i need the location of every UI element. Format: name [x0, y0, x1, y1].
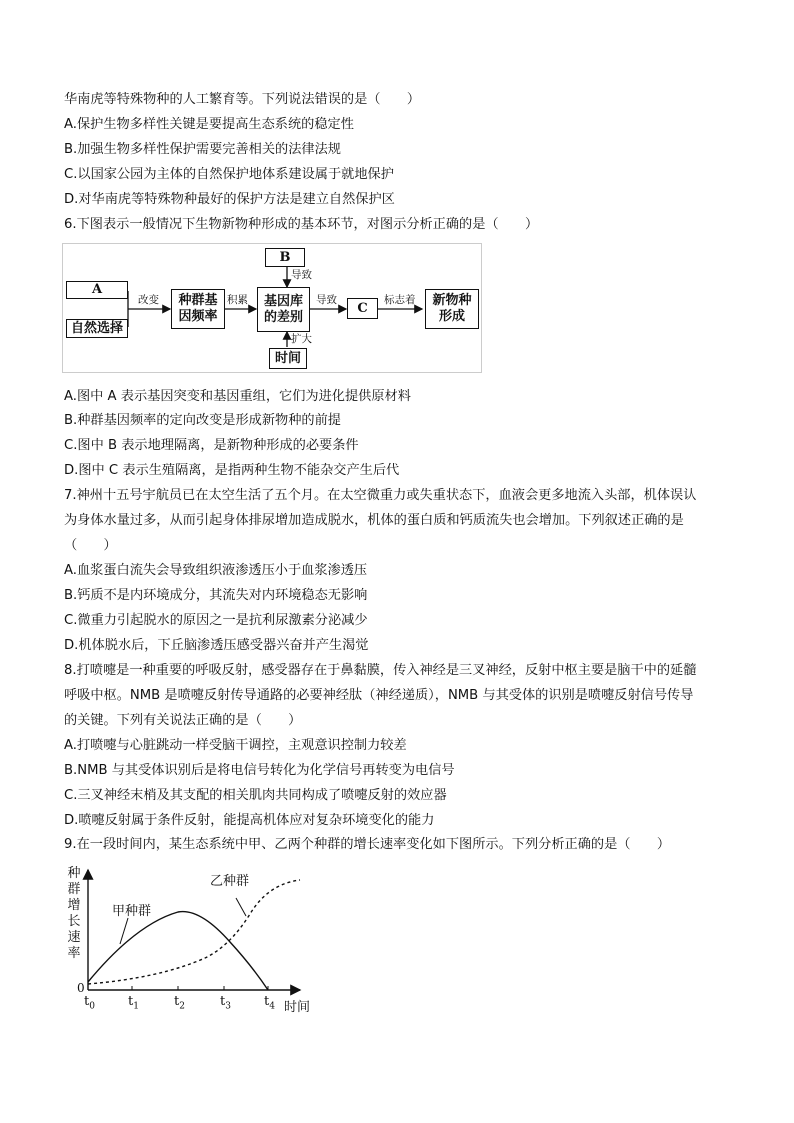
box-time: 时间	[269, 348, 307, 369]
option-a: A.图中 A 表示基因突变和基因重组，它们为进化提供原材料	[64, 389, 411, 404]
option-d: D.对华南虎等特殊物种最好的保护方法是建立自然保护区	[64, 192, 395, 207]
box-new-species: 新物种 形成	[425, 289, 479, 329]
origin-label: 0	[77, 981, 85, 995]
option-c: C.图中 B 表示地理隔离，是新物种形成的必要条件	[64, 438, 359, 453]
box-gene-frequency: 种群基 因频率	[171, 289, 225, 329]
series-a-label: 甲种群	[112, 904, 152, 919]
tick-t4: $t_4$	[264, 994, 275, 1012]
series-b-label: 乙种群	[210, 874, 250, 889]
option-b: B.加强生物多样性保护需要完善相关的法律法规	[64, 142, 341, 157]
question-7-stem: 为身体水量过多，从而引起身体排尿增加造成脱水，机体的蛋白质和钙质流失也会增加。下列叙述正确的是	[64, 513, 684, 528]
question-9-stem: 9.在一段时间内，某生态系统中甲、乙两个种群的增长速率变化如下图所示。下列分析正确的是（ ）	[64, 837, 671, 852]
option-c: C.以国家公园为主体的自然保护地体系建设属于就地保护	[64, 167, 394, 182]
question-8-stem: 8.打喷嚏是一种重要的呼吸反射，感受器存在于鼻黏膜，传入神经是三叉神经，反射中枢主要是脑干中的延髓	[64, 663, 697, 678]
label-change: 改变	[138, 294, 159, 306]
box-gene-pool-difference: 基因库 的差别	[257, 287, 310, 332]
option-d: D.机体脱水后，下丘脑渗透压感受器兴奋并产生渴觉	[64, 638, 369, 653]
box-natural-selection: 自然选择	[66, 319, 128, 338]
series-a-curve	[88, 912, 268, 990]
option-b: B.钙质不是内环境成分，其流失对内环境稳态无影响	[64, 588, 368, 603]
tick-t2: $t_2$	[174, 994, 185, 1012]
y-axis-label: 种 群 增 长 速 率	[67, 866, 81, 961]
label-expand: 扩大	[291, 333, 312, 345]
growth-rate-graph	[60, 862, 330, 1022]
label-marks: 标志着	[384, 294, 416, 306]
text-line: 华南虎等特殊物种的人工繁育等。下列说法错误的是（ ）	[64, 92, 421, 107]
x-axis-label: 时间	[284, 1000, 311, 1015]
option-a: A.打喷嚏与心脏跳动一样受脑干调控，主观意识控制力较差	[64, 738, 407, 753]
option-c: C.三叉神经末梢及其支配的相关肌肉共同构成了喷嚏反射的效应器	[64, 788, 447, 803]
question-7-stem: 7.神州十五号宇航员已在太空生活了五个月。在太空微重力或失重状态下，血液会更多地流入头部，机体误认	[64, 488, 697, 503]
option-a: A.血浆蛋白流失会导致组织液渗透压小于血浆渗透压	[64, 563, 368, 578]
tick-t3: $t_3$	[220, 994, 231, 1012]
label-cause-b: 导致	[291, 269, 312, 281]
question-8-stem: 的关键。下列有关说法正确的是（ ）	[64, 713, 302, 728]
question-7-bracket: （ ）	[64, 538, 117, 553]
option-b: B.NMB 与其受体识别后是将电信号转化为化学信号再转变为电信号	[64, 763, 455, 778]
box-a: A	[66, 281, 128, 299]
label-accumulate: 积累	[227, 294, 248, 306]
tick-t0: $t_0$	[84, 994, 95, 1012]
option-c: C.微重力引起脱水的原因之一是抗利尿激素分泌减少	[64, 613, 368, 628]
option-b: B.种群基因频率的定向改变是形成新物种的前提	[64, 413, 341, 428]
box-c: C	[347, 298, 378, 319]
label-cause-c: 导致	[316, 294, 337, 306]
speciation-flow-diagram	[62, 243, 482, 373]
box-b: B	[265, 248, 305, 267]
question-8-stem: 呼吸中枢。NMB 是喷嚏反射传导通路的必要神经肽（神经递质），NMB 与其受体的识别是喷嚏反射信号传导	[64, 688, 694, 703]
option-d: D.图中 C 表示生殖隔离，是指两种生物不能杂交产生后代	[64, 463, 400, 478]
question-6-stem: 6.下图表示一般情况下生物新物种形成的基本环节，对图示分析正确的是（ ）	[64, 217, 539, 232]
tick-t1: $t_1$	[128, 994, 139, 1012]
series-b-curve	[88, 880, 300, 984]
option-a: A.保护生物多样性关键是要提高生态系统的稳定性	[64, 117, 354, 132]
option-d: D.喷嚏反射属于条件反射，能提高机体应对复杂环境变化的能力	[64, 813, 435, 828]
